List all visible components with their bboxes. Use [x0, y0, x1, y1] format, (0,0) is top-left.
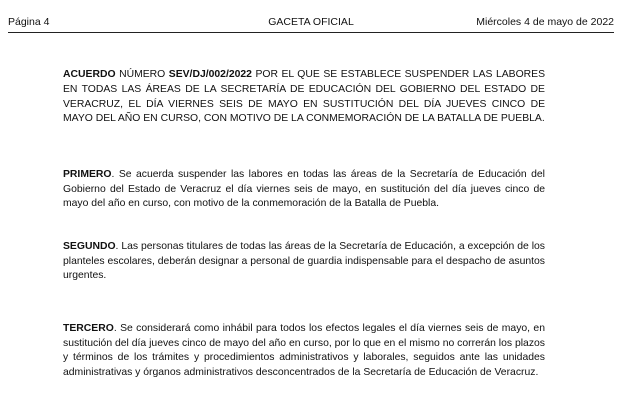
header-divider: [8, 32, 614, 33]
page-header: [8, 15, 614, 29]
segundo-label: SEGUNDO: [63, 241, 116, 252]
primero-paragraph: [63, 168, 545, 212]
acuerdo-label: ACUERDO: [63, 69, 116, 80]
page-number: Página 4: [8, 16, 50, 28]
tercero-text: . Se considerará como inhábil para todos los efectos legales el día viernes seis de mayo, en sustitución del día jueves cinco de mayo del año en curso, por lo que en el mismo no correrán los plazos y términos de los trámites y procedimientos administrativos y laborales, seguidos ante las unidades administrativas y órganos administrativos desconcentrados de la Secretaría de Educación de Veracruz.: [63, 323, 545, 378]
acuerdo-numero-word: NÚMERO: [119, 69, 166, 80]
segundo-text: . Las personas titulares de todas las áreas de la Secretaría de Educación, a excepción de los planteles escolares, deberán designar a personal de guardia indispensable para el despacho de asuntos urgentes.: [63, 241, 545, 282]
primero-text: . Se acuerda suspender las labores en todas las áreas de la Secretaría de Educación del Gobierno del Estado de Veracruz el día viernes seis de mayo, en sustitución del día jueves cinco de mayo del año en curso, con motivo de la conmemoración de la Batalla de Puebla.: [63, 169, 545, 210]
acuerdo-number: SEV/DJ/002/2022: [168, 69, 252, 80]
acuerdo-text: POR EL QUE SE ESTABLECE SUSPENDER LAS LABORES EN TODAS LAS ÁREAS DE LA SECRETARÍA DE EDUCACIÓN DEL GOBIERNO DEL ESTADO DE VERACRUZ, EL DÍA VIERNES SEIS DE MAYO EN SUSTITUCIÓN DEL DÍA JUEVES CINCO DE MAYO DEL AÑO EN CURSO, CON MOTIVO DE LA CONMEMORACIÓN DE LA BATALLA DE PUEBLA.: [63, 69, 546, 125]
tercero-label: TERCERO: [63, 323, 114, 334]
publication-title: GACETA OFICIAL: [268, 16, 354, 28]
acuerdo-paragraph: [63, 68, 545, 127]
primero-label: PRIMERO: [63, 169, 112, 180]
tercero-paragraph: [63, 322, 545, 380]
publication-date: Miércoles 4 de mayo de 2022: [476, 16, 614, 28]
segundo-paragraph: [63, 240, 545, 284]
